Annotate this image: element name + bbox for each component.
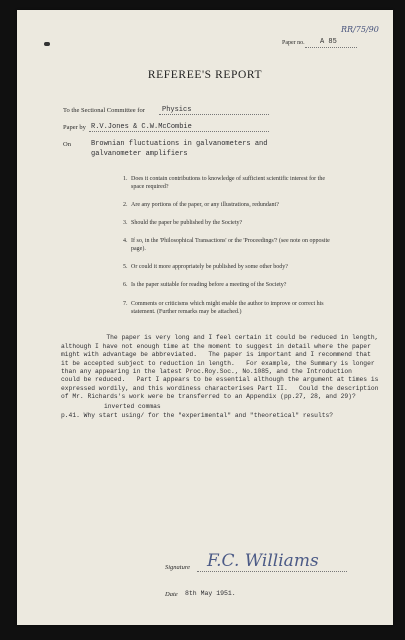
report-line: it be accepted subject to reduction in length. For example, the Summary is longer xyxy=(61,359,375,367)
insert-note: inverted commas xyxy=(104,403,161,410)
footnote: p.41. Why start using/ for the "experimental" and "theoretical" results? xyxy=(61,412,334,419)
report-line: although I have not enough time at the moment to suggest in detail where the paper xyxy=(61,342,371,350)
report-line: might with advantage be abbreviated. The paper is important and I recommend that xyxy=(61,351,371,359)
report-line: The paper is very long and I feel certain it could be reduced in length, xyxy=(61,334,379,342)
page-title: REFEREE'S REPORT xyxy=(147,69,263,81)
question-5: 5. Or could it more appropriately be published by some other body? xyxy=(123,264,288,270)
question-7: 7. Comments or criticisms which might enable the author to improve or correct his statement. (Further remarks may be attached.) xyxy=(123,301,324,315)
report-line: than any appearing in the latest Proc.Roy.Soc., No.1085, and the Introduction xyxy=(61,368,352,376)
report-line: expressed wordily, and this wordiness characterises Part II. Could the description xyxy=(61,384,379,392)
report-line: of Mr. Richards's work were be transferred to an Appendix (pp.27, 28, and 29)? xyxy=(61,393,356,401)
question-1: 1. Does it contain contributions to knowledge of sufficient scientific interest for the space required? xyxy=(123,176,326,190)
question-6: 6. Is the paper suitable for reading before a meeting of the Society? xyxy=(123,282,287,288)
report-sheet xyxy=(17,10,393,625)
paper-by-label: Paper by xyxy=(63,124,86,131)
committee-label: To the Sectional Committee for xyxy=(63,107,145,114)
date-label: Date xyxy=(165,591,178,598)
on-label: On xyxy=(63,141,71,148)
paper-no-value: A 85 xyxy=(320,38,337,46)
signature-image: F.C. Williams xyxy=(207,551,319,571)
report-line: could be reduced. Part I appears to be essential although the argument at times is xyxy=(61,376,379,384)
punch-mark xyxy=(44,42,50,46)
date-value: 8th May 1951. xyxy=(185,590,236,597)
reference-stamp: RR/75/90 xyxy=(341,25,379,34)
paper-no-label: Paper no. xyxy=(282,40,305,46)
question-4: 4. If so, in the 'Philosophical Transactions' or the 'Proceedings'? (see note on opposite page). xyxy=(123,238,330,252)
committee-value: Physics xyxy=(162,106,192,114)
signature-label: Signature xyxy=(165,564,191,571)
question-3: 3. Should the paper be published by the Society? xyxy=(123,220,243,226)
report-body xyxy=(61,326,378,402)
authors-value: R.V.Jones & C.W.McCombie xyxy=(91,123,192,131)
paper-title-line2: galvanometer amplifiers xyxy=(91,150,188,158)
question-2: 2. Are any portions of the paper, or any illustrations, redundant? xyxy=(123,202,279,208)
paper-title-line1: Brownian fluctuations in galvanometers and xyxy=(91,140,268,148)
